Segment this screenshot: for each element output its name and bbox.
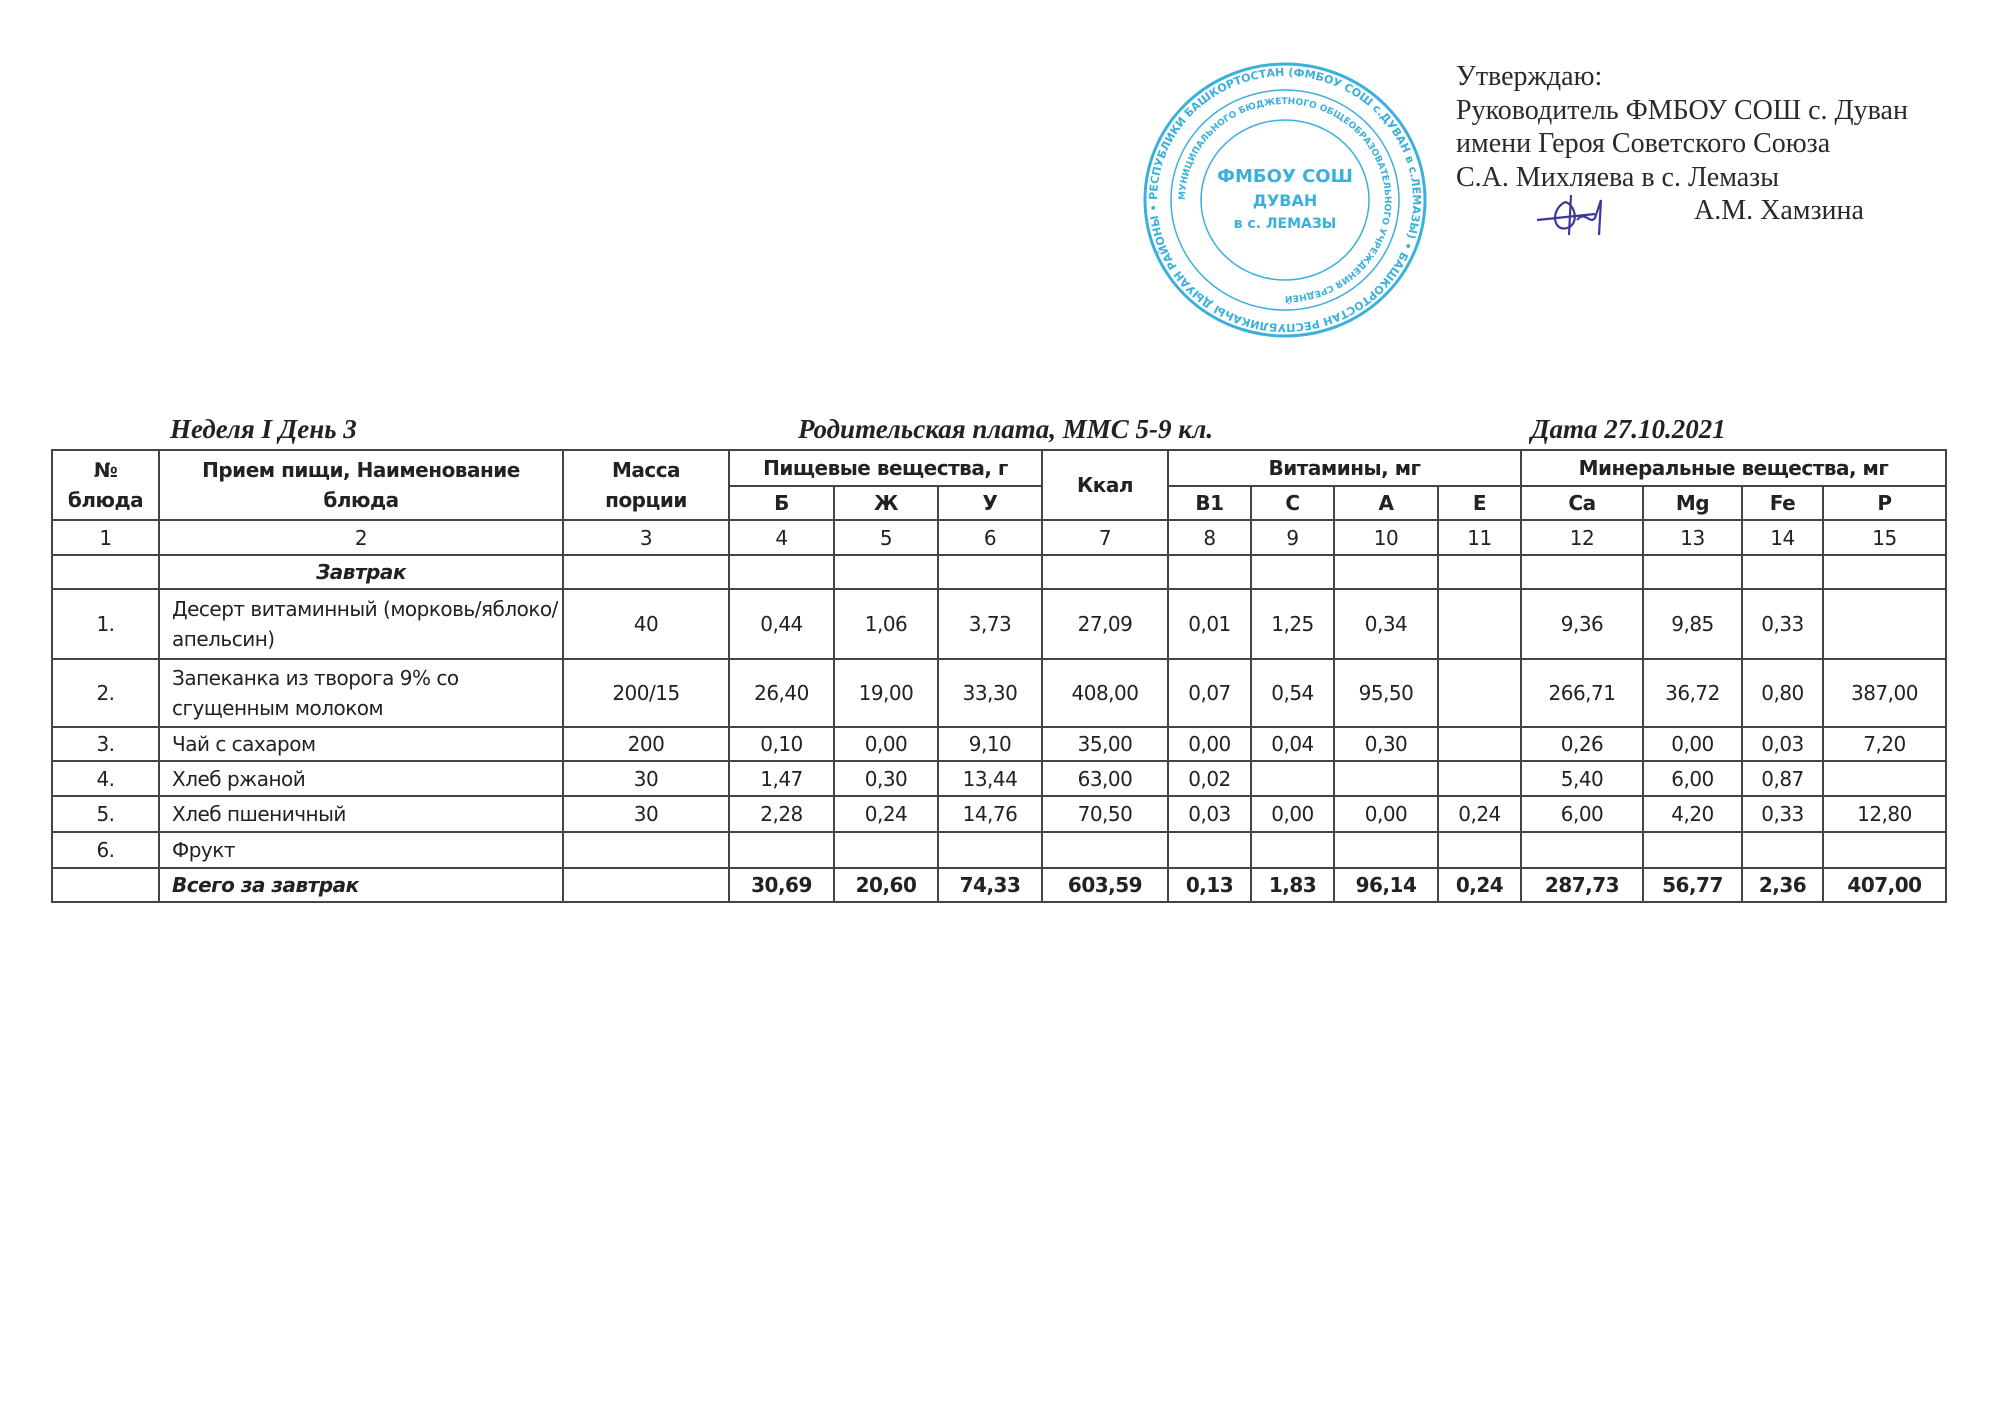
- value-cell: 30: [563, 796, 729, 832]
- column-number: 6: [938, 520, 1042, 555]
- total-value: 0,24: [1438, 868, 1521, 902]
- column-number: 3: [563, 520, 729, 555]
- total-value: 2,36: [1742, 868, 1823, 902]
- value-cell: 7,20: [1823, 727, 1946, 761]
- value-cell: [1521, 832, 1643, 868]
- dish-name: Хлеб ржаной: [159, 761, 563, 796]
- column-number: 13: [1643, 520, 1742, 555]
- value-cell: 387,00: [1823, 659, 1946, 727]
- column-number: 9: [1251, 520, 1334, 555]
- value-cell: 5,40: [1521, 761, 1643, 796]
- total-value: 1,83: [1251, 868, 1334, 902]
- value-cell: 70,50: [1042, 796, 1168, 832]
- value-cell: 1,47: [729, 761, 834, 796]
- header-dish-no: № блюда: [52, 450, 159, 520]
- value-cell: 0,00: [1643, 727, 1742, 761]
- value-cell: 13,44: [938, 761, 1042, 796]
- value-cell: 40: [563, 589, 729, 659]
- svg-text:в с. ЛЕМАЗЫ: в с. ЛЕМАЗЫ: [1233, 216, 1337, 232]
- svg-text:ФМБОУ СОШ: ФМБОУ СОШ: [1217, 166, 1353, 187]
- value-cell: 9,36: [1521, 589, 1643, 659]
- value-cell: [1168, 832, 1251, 868]
- column-number: 11: [1438, 520, 1521, 555]
- total-value: [52, 868, 159, 902]
- value-cell: 0,26: [1521, 727, 1643, 761]
- header-vitamins: Витамины, мг: [1168, 450, 1521, 486]
- header-nutrients: Пищевые вещества, г: [729, 450, 1042, 486]
- svg-text:ДУВАН: ДУВАН: [1252, 191, 1318, 210]
- value-cell: 0,54: [1251, 659, 1334, 727]
- menu-table: [51, 449, 1947, 903]
- value-cell: [1438, 832, 1521, 868]
- dish-name: Запеканка из творога 9% со сгущенным молоком: [159, 659, 563, 727]
- value-cell: 0,30: [834, 761, 938, 796]
- value-cell: 36,72: [1643, 659, 1742, 727]
- value-cell: [1438, 659, 1521, 727]
- column-number: 8: [1168, 520, 1251, 555]
- total-value: 56,77: [1643, 868, 1742, 902]
- value-cell: [1823, 589, 1946, 659]
- approval-line: С.А. Михляева в с. Лемазы: [1456, 161, 1780, 193]
- total-value: 74,33: [938, 868, 1042, 902]
- signature: [1535, 190, 1635, 240]
- value-cell: [1823, 832, 1946, 868]
- value-cell: 6,00: [1521, 796, 1643, 832]
- approval-line: имени Героя Советского Союза: [1456, 128, 1831, 159]
- subheader-cell: У: [938, 486, 1042, 520]
- total-value: [563, 868, 729, 902]
- official-stamp: [1140, 60, 1430, 340]
- subheader-cell: P: [1823, 486, 1946, 520]
- value-cell: 35,00: [1042, 727, 1168, 761]
- header-mass: Масса порции: [563, 450, 729, 520]
- table-row: [52, 589, 1946, 659]
- dish-number: 3.: [52, 727, 159, 761]
- value-cell: [1251, 832, 1334, 868]
- header-kcal: Ккал: [1042, 450, 1168, 520]
- total-value: 30,69: [729, 868, 834, 902]
- subheader-cell: Mg: [1643, 486, 1742, 520]
- total-row: [52, 868, 1946, 902]
- subheader-cell: Fe: [1742, 486, 1823, 520]
- value-cell: [834, 832, 938, 868]
- subheader-cell: А: [1334, 486, 1438, 520]
- value-cell: 0,02: [1168, 761, 1251, 796]
- value-cell: 14,76: [938, 796, 1042, 832]
- value-cell: 0,80: [1742, 659, 1823, 727]
- column-number: 14: [1742, 520, 1823, 555]
- total-value: 0,13: [1168, 868, 1251, 902]
- column-number: 4: [729, 520, 834, 555]
- value-cell: [563, 832, 729, 868]
- column-number: 10: [1334, 520, 1438, 555]
- table-row: [52, 832, 1946, 868]
- column-number: 12: [1521, 520, 1643, 555]
- week-day-title: Неделя I День 3: [170, 414, 357, 444]
- value-cell: 0,87: [1742, 761, 1823, 796]
- total-value: 603,59: [1042, 868, 1168, 902]
- subheader-cell: Б: [729, 486, 834, 520]
- approval-line: Утверждаю:: [1456, 61, 1603, 92]
- value-cell: 200/15: [563, 659, 729, 727]
- table-row: [52, 727, 1946, 761]
- value-cell: 19,00: [834, 659, 938, 727]
- payment-title: Родительская плата, ММС 5-9 кл.: [798, 414, 1214, 444]
- dish-number: 4.: [52, 761, 159, 796]
- value-cell: 0,00: [834, 727, 938, 761]
- column-number: 2: [159, 520, 563, 555]
- dish-name: Десерт витаминный (морковь/яблоко/апельсин): [159, 589, 563, 659]
- value-cell: 0,00: [1334, 796, 1438, 832]
- signer-name: А.М. Хамзина: [1694, 195, 1864, 226]
- value-cell: 2,28: [729, 796, 834, 832]
- value-cell: 408,00: [1042, 659, 1168, 727]
- value-cell: 266,71: [1521, 659, 1643, 727]
- total-label: Всего за завтрак: [159, 868, 563, 902]
- date-title: Дата 27.10.2021: [1531, 414, 1726, 444]
- table-row: [52, 796, 1946, 832]
- dish-number: 5.: [52, 796, 159, 832]
- value-cell: 9,85: [1643, 589, 1742, 659]
- dish-name: Хлеб пшеничный: [159, 796, 563, 832]
- value-cell: 0,10: [729, 727, 834, 761]
- dish-number: 2.: [52, 659, 159, 727]
- value-cell: 33,30: [938, 659, 1042, 727]
- value-cell: 63,00: [1042, 761, 1168, 796]
- value-cell: [1823, 761, 1946, 796]
- value-cell: 0,03: [1168, 796, 1251, 832]
- value-cell: 3,73: [938, 589, 1042, 659]
- svg-text:МУНИЦИПАЛЬНОГО БЮДЖЕТНОГО ОБЩЕ: МУНИЦИПАЛЬНОГО БЮДЖЕТНОГО ОБЩЕОБРАЗОВАТЕЛЬНОГО УЧРЕЖДЕНИЯ СРЕДНЕЙ: [1177, 96, 1393, 304]
- table-row: [52, 659, 1946, 727]
- value-cell: 95,50: [1334, 659, 1438, 727]
- total-value: 20,60: [834, 868, 938, 902]
- dish-name: Фрукт: [159, 832, 563, 868]
- value-cell: 0,44: [729, 589, 834, 659]
- total-value: 407,00: [1823, 868, 1946, 902]
- value-cell: 1,06: [834, 589, 938, 659]
- value-cell: [1334, 832, 1438, 868]
- total-value: 287,73: [1521, 868, 1643, 902]
- section-row: [52, 555, 1946, 589]
- dish-number: 1.: [52, 589, 159, 659]
- table-row: [52, 761, 1946, 796]
- header-dish-name: Прием пищи, Наименование блюда: [159, 450, 563, 520]
- approval-line: Руководитель ФМБОУ СОШ с. Дуван: [1456, 94, 1908, 126]
- value-cell: 0,33: [1742, 589, 1823, 659]
- column-number: 15: [1823, 520, 1946, 555]
- section-breakfast: Завтрак: [159, 555, 563, 589]
- dish-name: Чай с сахаром: [159, 727, 563, 761]
- value-cell: [1251, 761, 1334, 796]
- document-header: [0, 414, 2000, 448]
- value-cell: [1643, 832, 1742, 868]
- subheader-cell: Ca: [1521, 486, 1643, 520]
- value-cell: 9,10: [938, 727, 1042, 761]
- value-cell: 0,24: [834, 796, 938, 832]
- dish-number: 6.: [52, 832, 159, 868]
- approval-block: [1456, 60, 1908, 228]
- value-cell: [1438, 761, 1521, 796]
- value-cell: 12,80: [1823, 796, 1946, 832]
- value-cell: 0,33: [1742, 796, 1823, 832]
- total-value: 96,14: [1334, 868, 1438, 902]
- value-cell: 27,09: [1042, 589, 1168, 659]
- value-cell: 6,00: [1643, 761, 1742, 796]
- value-cell: 0,00: [1251, 796, 1334, 832]
- value-cell: 0,00: [1168, 727, 1251, 761]
- subheader-cell: Ж: [834, 486, 938, 520]
- column-number: 5: [834, 520, 938, 555]
- svg-text:РЕСПУБЛИКИ БАШКОРТОСТАН (ФМБОУ: РЕСПУБЛИКИ БАШКОРТОСТАН (ФМБОУ СОШ с.ДУВАН в с.ЛЕМАЗЫ) • БАШКОРТОСТАН РЕСПУБЛИКАҺЫ ДЫУАН РАЙОНЫ •: [1146, 65, 1424, 335]
- value-cell: 0,03: [1742, 727, 1823, 761]
- subheader-cell: С: [1251, 486, 1334, 520]
- value-cell: [1438, 727, 1521, 761]
- value-cell: 0,30: [1334, 727, 1438, 761]
- value-cell: [1742, 832, 1823, 868]
- value-cell: 1,25: [1251, 589, 1334, 659]
- column-number: 7: [1042, 520, 1168, 555]
- value-cell: 0,07: [1168, 659, 1251, 727]
- value-cell: 0,01: [1168, 589, 1251, 659]
- value-cell: [1334, 761, 1438, 796]
- column-number: 1: [52, 520, 159, 555]
- subheader-cell: Е: [1438, 486, 1521, 520]
- value-cell: 4,20: [1643, 796, 1742, 832]
- value-cell: 30: [563, 761, 729, 796]
- value-cell: 0,04: [1251, 727, 1334, 761]
- value-cell: [1042, 832, 1168, 868]
- header-minerals: Минеральные вещества, мг: [1521, 450, 1946, 486]
- value-cell: [1438, 589, 1521, 659]
- subheader-cell: В1: [1168, 486, 1251, 520]
- value-cell: 0,24: [1438, 796, 1521, 832]
- value-cell: 200: [563, 727, 729, 761]
- value-cell: [729, 832, 834, 868]
- value-cell: [938, 832, 1042, 868]
- value-cell: 0,34: [1334, 589, 1438, 659]
- value-cell: 26,40: [729, 659, 834, 727]
